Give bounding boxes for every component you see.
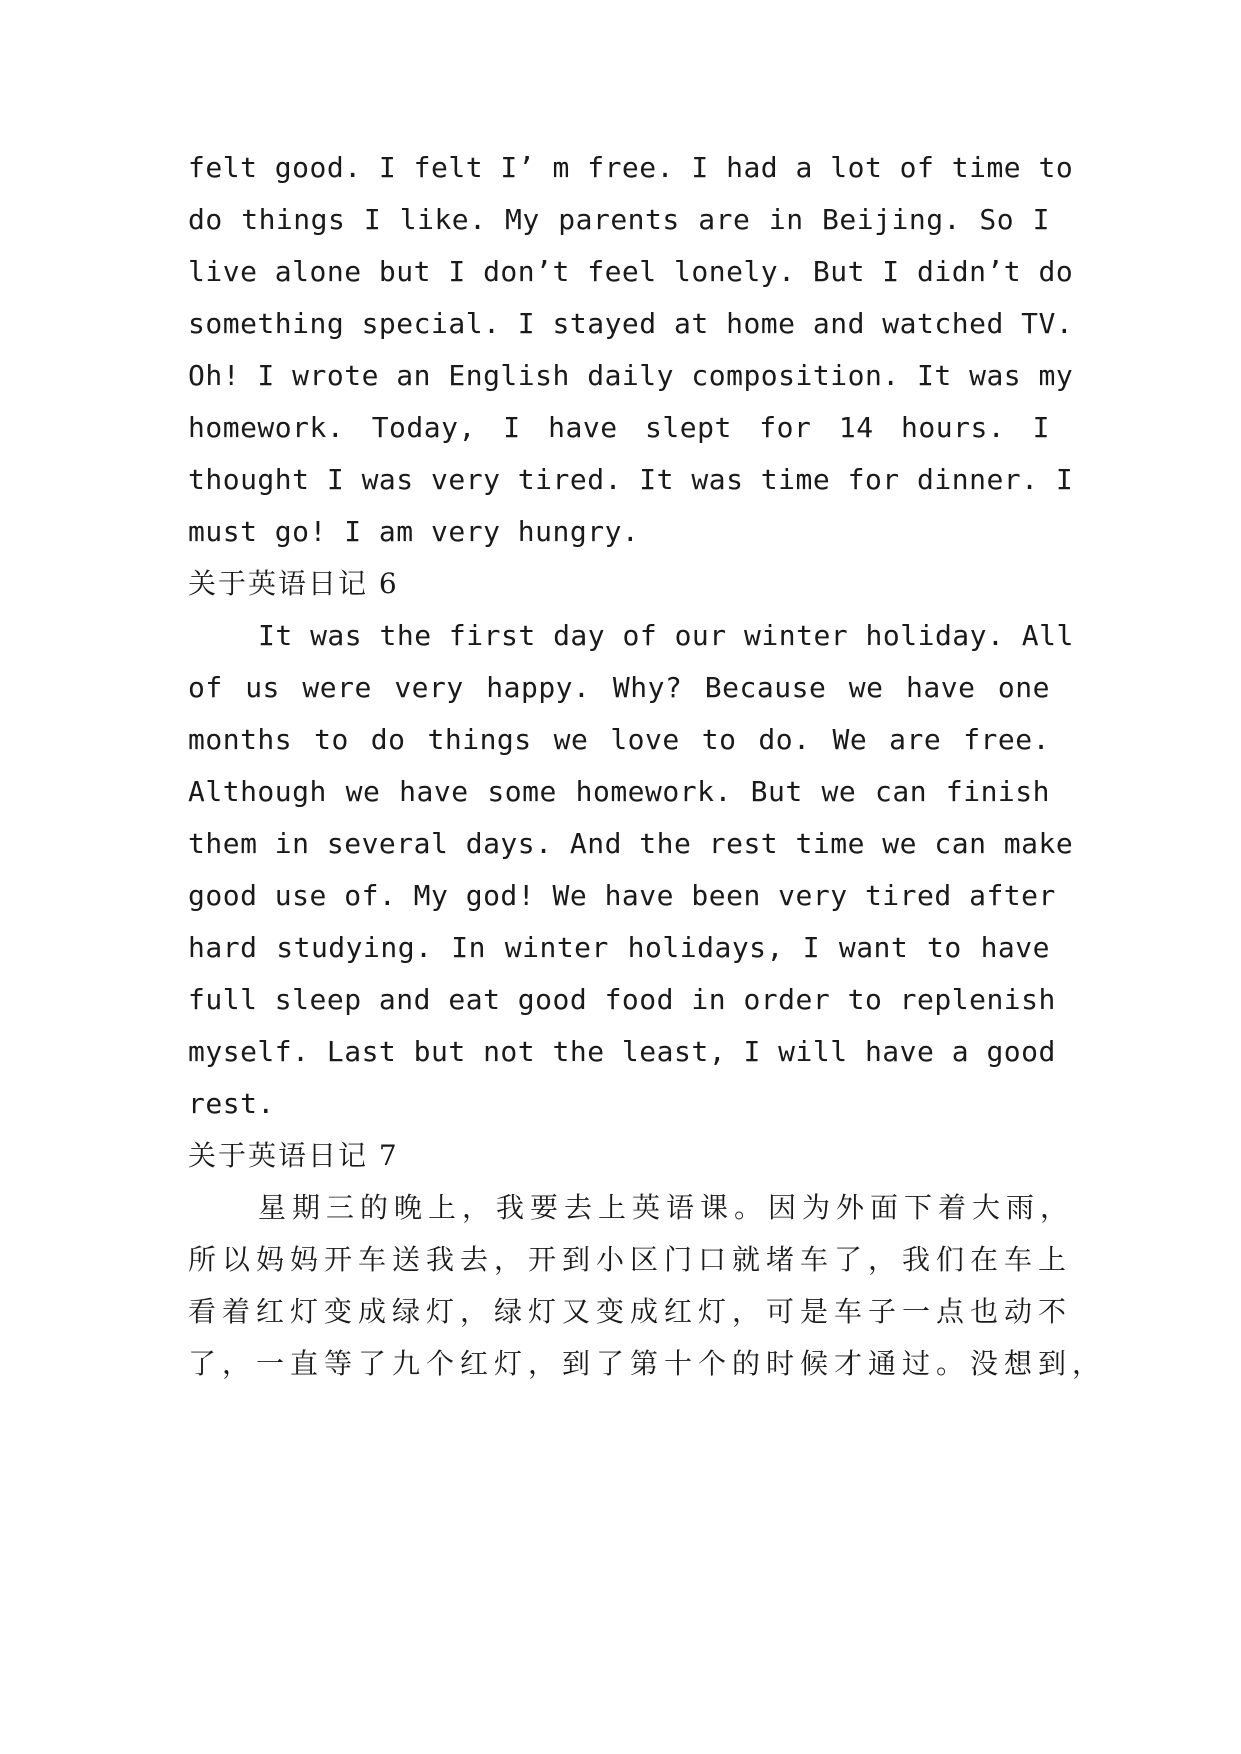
paragraph-line: good use of. My god! We have been very tired after — [188, 879, 1056, 912]
paragraph-line: homework. Today, I have slept for 14 hours. I — [188, 411, 1050, 444]
paragraph-line: live alone but I don’t feel lonely. But I didn’t do — [188, 255, 1074, 288]
paragraph-line: 看着红灯变成绿灯，绿灯又变成红灯，可是车子一点也动不 — [188, 1295, 1073, 1328]
paragraph-line: 所以妈妈开车送我去，开到小区门口就堵车了，我们在车上 — [188, 1243, 1073, 1276]
paragraph-line: rest. — [188, 1087, 275, 1120]
paragraph-line: felt good. I felt I’ m free. I had a lot of time to — [188, 151, 1074, 184]
section-heading: 关于英语日记 6 — [188, 567, 399, 600]
paragraph-line: do things I like. My parents are in Beijing. So I — [188, 203, 1050, 236]
paragraph-line: of us were very happy. Why? Because we have one — [188, 671, 1050, 704]
paragraph-line: thought I was very tired. It was time for dinner. I — [188, 463, 1074, 496]
paragraph-line: hard studying. In winter holidays, I want to have — [188, 931, 1050, 964]
paragraph-line: them in several days. And the rest time we can make — [188, 827, 1074, 860]
paragraph-line: full sleep and eat good food in order to replenish — [188, 983, 1056, 1016]
paragraph-line: must go! I am very hungry. — [188, 515, 640, 548]
paragraph-line: It was the first day of our winter holiday. All — [258, 619, 1074, 652]
paragraph-line: months to do things we love to do. We are free. — [188, 723, 1050, 756]
paragraph-line: 星期三的晚上，我要去上英语课。因为外面下着大雨， — [258, 1191, 1075, 1224]
section-heading: 关于英语日记 7 — [188, 1139, 399, 1172]
paragraph-line: Oh! I wrote an English daily composition. It was my — [188, 359, 1074, 392]
paragraph-line: myself. Last but not the least, I will have a good — [188, 1035, 1056, 1068]
paragraph-line: something special. I stayed at home and watched TV. — [188, 307, 1074, 340]
paragraph-line: 了，一直等了九个红灯，到了第十个的时候才通过。没想到， — [188, 1347, 1107, 1380]
paragraph-line: Although we have some homework. But we can finish — [188, 775, 1050, 808]
